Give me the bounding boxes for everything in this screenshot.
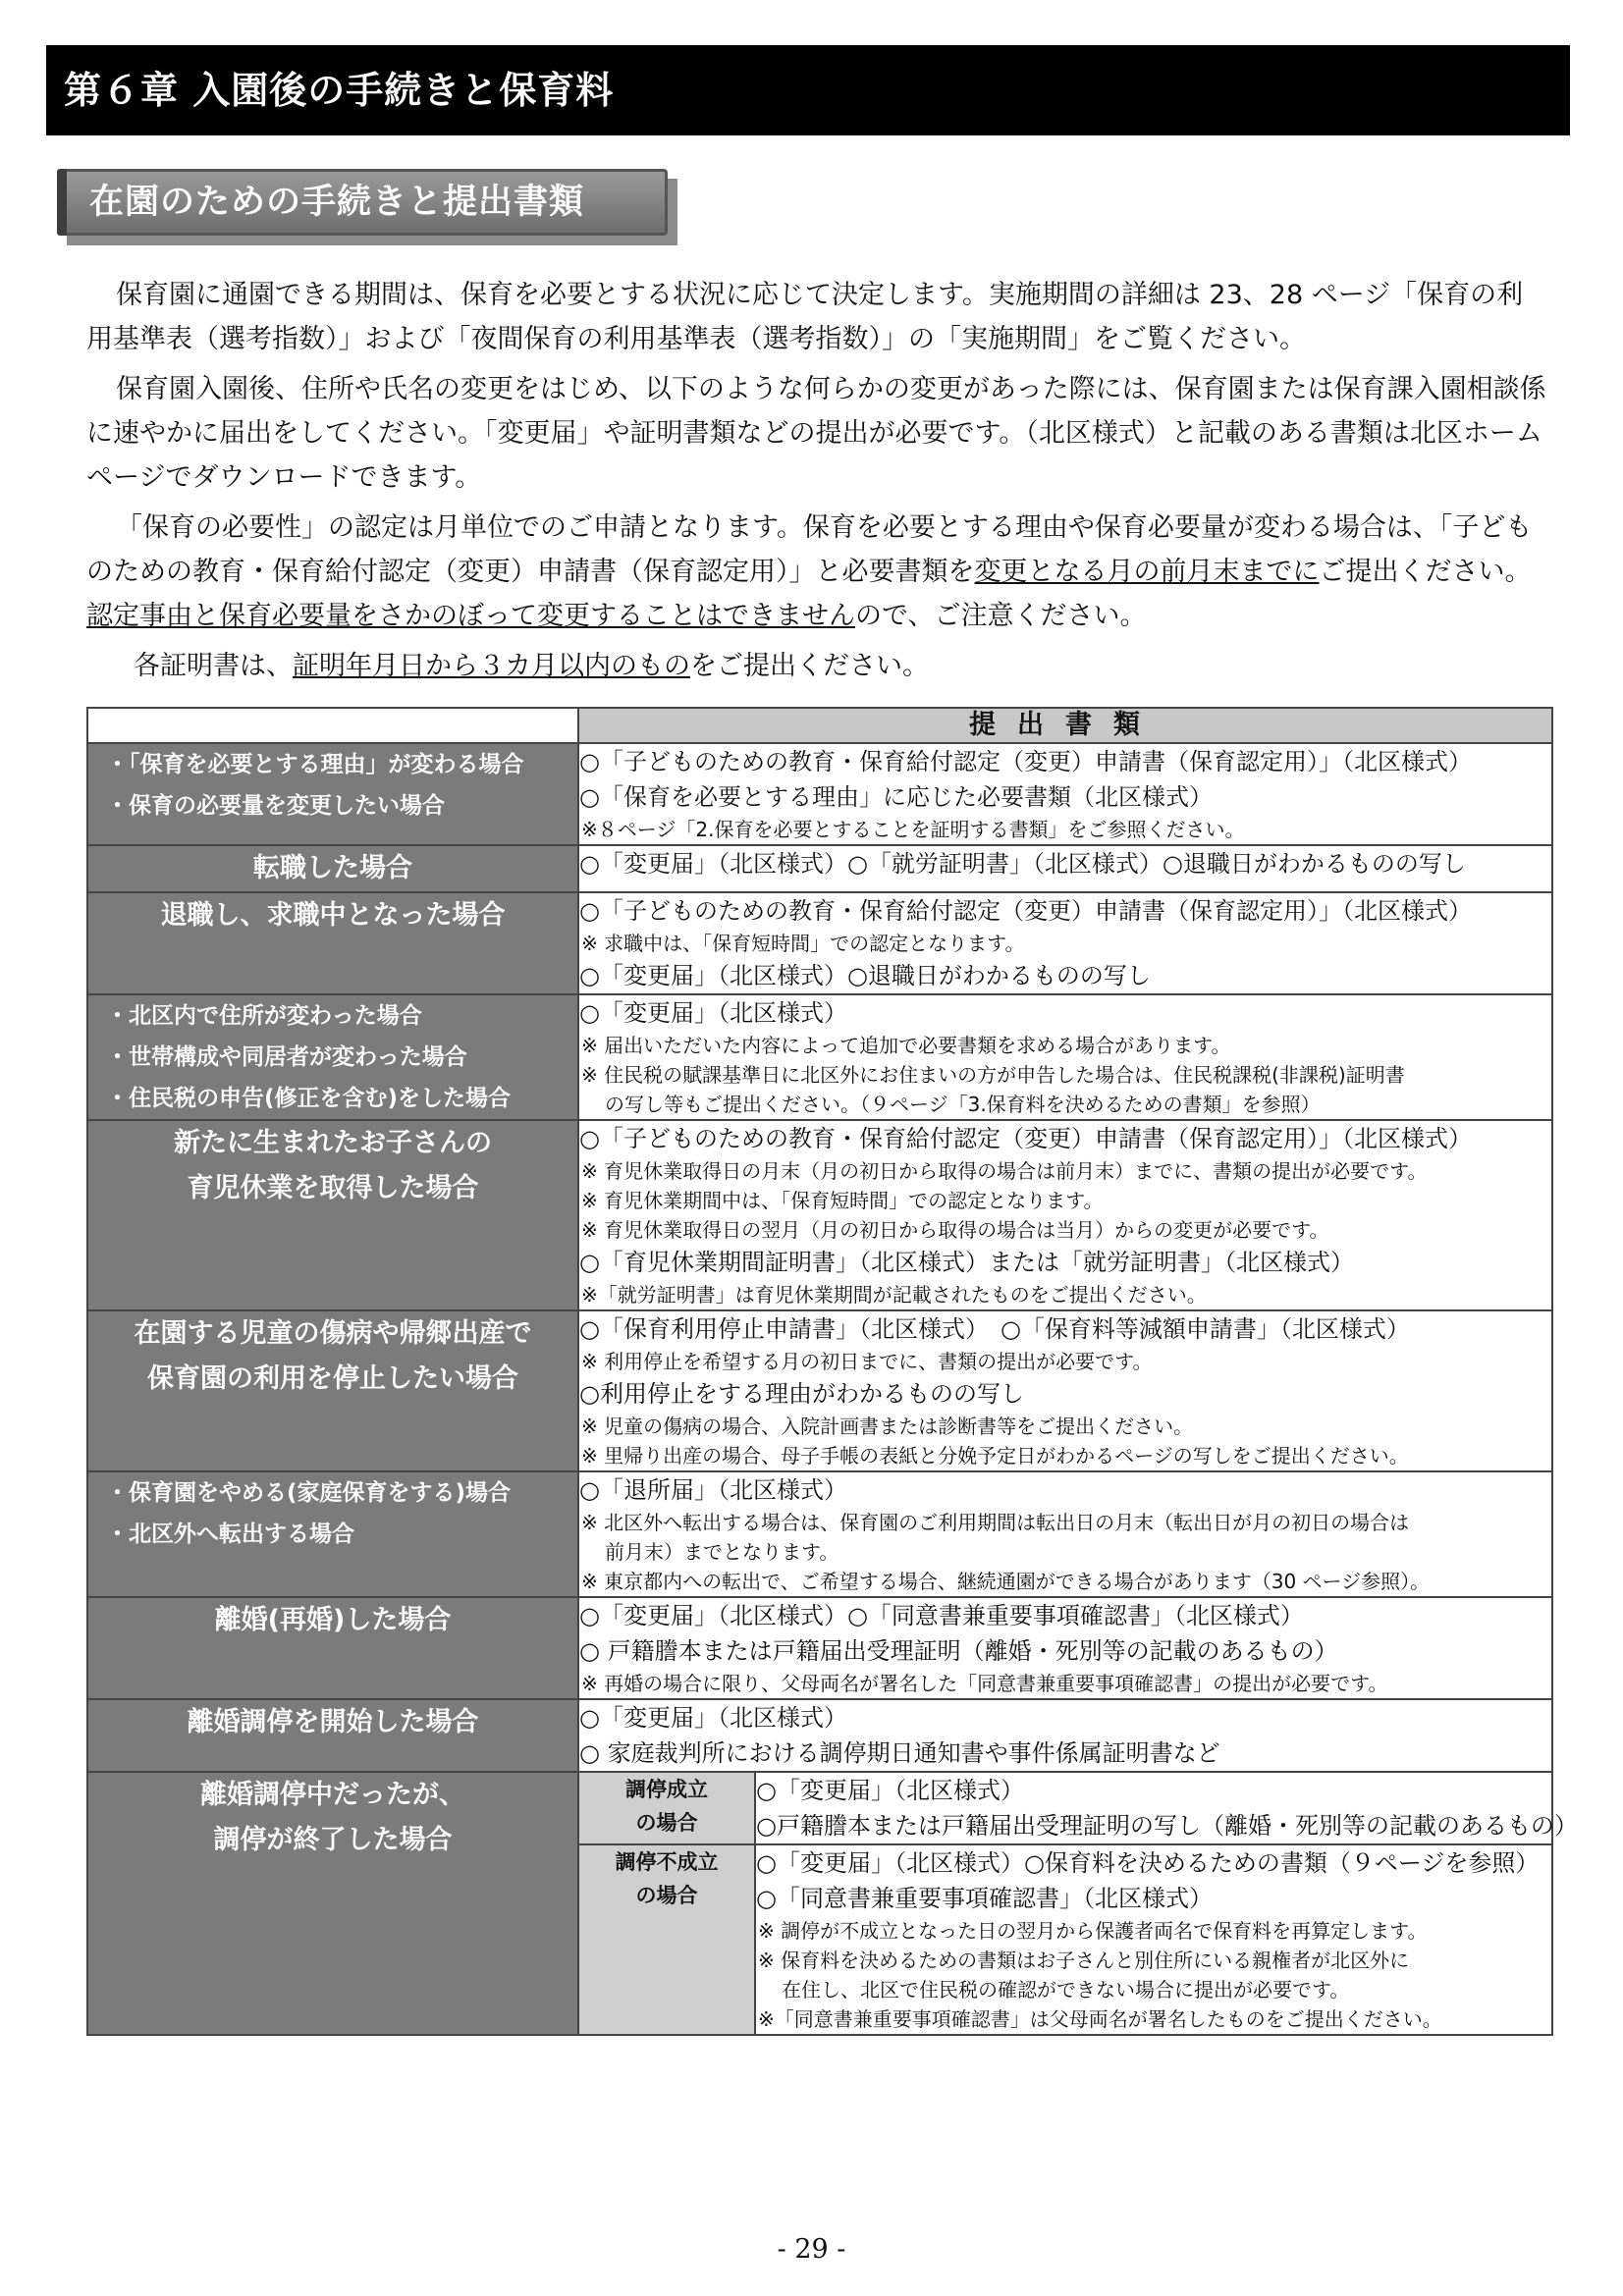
sub-case-label: の場合 xyxy=(635,1811,698,1835)
table-row xyxy=(87,1597,1552,1699)
documents-cell xyxy=(578,892,1552,994)
note-item: ※ 届出いただいた内容によって追加で必要書類を求める場合があります。 xyxy=(581,1034,1231,1057)
document-item: ○「変更届」（北区様式）○「就労証明書」（北区様式）○退職日がわかるものの写し xyxy=(579,850,1466,878)
document-item: ○ 家庭裁判所における調停期日通知書や事件係属証明書など xyxy=(579,1739,1220,1767)
documents-cell xyxy=(578,1597,1552,1699)
case-label: ・保育園をやめる(家庭保育をする)場合 xyxy=(106,1480,512,1506)
note-item: ※ 育児休業期間中は、「保育短時間」での認定となります。 xyxy=(581,1189,1104,1212)
case-label: 保育園の利用を停止したい場合 xyxy=(147,1363,518,1394)
case-label: 新たに生まれたお子さんの xyxy=(174,1128,492,1158)
note-item: ※ 北区外へ転出する場合は、保育園のご利用期間は転出日の月末（転出日が月の初日の場合は xyxy=(581,1511,1410,1534)
table-row xyxy=(87,743,1552,845)
note-item: ※ 調停が不成立となった日の翌月から保護者両名で保育料を再算定します。 xyxy=(758,1919,1428,1943)
intro-p3-b: ご提出ください。 xyxy=(1319,557,1532,587)
intro-paragraph-4 xyxy=(86,644,1549,688)
case-cell xyxy=(87,1120,578,1310)
case-cell xyxy=(87,1597,578,1699)
sub-case-label: の場合 xyxy=(635,1884,698,1907)
case-cell xyxy=(87,743,578,845)
document-item: ○「子どものための教育・保育給付認定（変更）申請書（保育認定用）」（北区様式） xyxy=(579,1125,1472,1152)
note-item: ※ 求職中は、「保育短時間」での認定となります。 xyxy=(581,932,1025,955)
documents-cell xyxy=(755,1772,1578,1844)
document-item: ○「育児休業期間証明書」（北区様式）または「就労証明書」（北区様式） xyxy=(579,1249,1354,1276)
table-row xyxy=(87,1120,1552,1310)
document-item: ○「変更届」（北区様式） xyxy=(579,999,847,1027)
intro-p3-c: ので、ご注意ください。 xyxy=(855,601,1147,631)
case-label: ・世帯構成や同居者が変わった場合 xyxy=(106,1044,467,1070)
case-cell xyxy=(87,1471,578,1597)
intro-p4-a: 各証明書は、 xyxy=(134,651,293,681)
table-row xyxy=(87,1471,1552,1597)
case-cell xyxy=(87,845,578,892)
document-item: ○利用停止をする理由がわかるものの写し xyxy=(579,1380,1024,1408)
case-label: ・保育の必要量を変更したい場合 xyxy=(106,793,445,819)
table-header-row xyxy=(87,708,1552,743)
document-item: ○「子どものための教育・保育給付認定（変更）申請書（保育認定用）」（北区様式） xyxy=(579,897,1472,925)
note-item: ※ 再婚の場合に限り、父母両名が署名した「同意書兼重要事項確認書」の提出が必要です。 xyxy=(581,1672,1388,1695)
case-cell xyxy=(87,994,578,1120)
note-item: の写し等もご提出ください。（９ページ「3.保育料を決めるための書類」を参照） xyxy=(605,1093,1321,1116)
documents-cell xyxy=(578,1120,1552,1310)
case-label: ・住民税の申告(修正を含む)をした場合 xyxy=(106,1086,512,1111)
case-label: ・北区外へ転出する場合 xyxy=(106,1522,354,1547)
note-item: ※ 児童の傷病の場合、入院計画書または診断書等をご提出ください。 xyxy=(581,1415,1194,1438)
document-item: ○「変更届」（北区様式）○退職日がわかるものの写し xyxy=(579,962,1151,989)
documents-cell xyxy=(578,845,1552,892)
documents-cell xyxy=(578,743,1552,845)
intro-p4-validity: 証明年月日から３カ月以内のもの xyxy=(293,651,690,681)
page-number: - 29 - xyxy=(777,2234,846,2265)
document-item: ○「退所届」（北区様式） xyxy=(579,1476,847,1504)
documents-cell xyxy=(578,1310,1552,1471)
case-cell xyxy=(87,1699,578,1772)
case-label: 離婚(再婚)した場合 xyxy=(214,1605,452,1635)
table-row xyxy=(87,1699,1552,1772)
case-cell xyxy=(87,1772,578,2035)
sub-case-label: 調停不成立 xyxy=(615,1850,719,1874)
intro-text xyxy=(86,273,1549,694)
document-item: ○「変更届」（北区様式）○保育料を決めるための書類（９ページを参照） xyxy=(756,1849,1540,1877)
table-row xyxy=(87,994,1552,1120)
note-item: ※ 保育料を決めるための書類はお子さんと別住所にいる親権者が北区外に xyxy=(758,1949,1410,1972)
note-item: ※ 利用停止を希望する月の初日までに、書類の提出が必要です。 xyxy=(581,1350,1153,1373)
intro-paragraph-2: 保育園入園後、住所や氏名の変更をはじめ、以下のような何らかの変更があった際には、保育園または保育課入園相談係に速やかに届出をしてください。「変更届」や証明書類などの提出が必要です。（北区様式）と記載のある書類は北区ホームページでダウンロードできます。 xyxy=(86,374,1546,493)
case-label: 育児休業を取得した場合 xyxy=(187,1173,479,1203)
document-item: ○ 戸籍謄本または戸籍届出受理証明（離婚・死別等の記載のあるもの） xyxy=(579,1637,1338,1665)
intro-p3-deadline: 変更となる月の前月末までに xyxy=(974,557,1320,587)
note-item: ※ 育児休業取得日の月末（月の初日から取得の場合は前月末）までに、書類の提出が必要です。 xyxy=(581,1159,1428,1183)
case-label: ・北区内で住所が変わった場合 xyxy=(106,1003,422,1029)
document-item: ○「変更届」（北区様式） xyxy=(756,1777,1024,1804)
intro-p3-warning: 認定事由と保育必要量をさかのぼって変更することはできません xyxy=(86,601,855,631)
case-cell xyxy=(87,892,578,994)
documents-cell xyxy=(755,1844,1552,2035)
document-item: ○戸籍謄本または戸籍届出受理証明の写し（離婚・死別等の記載のあるもの） xyxy=(756,1812,1578,1840)
case-label: 退職し、求職中となった場合 xyxy=(160,900,506,931)
intro-p3-a: 「保育の必要性」の認定は月単位でのご申請となります。保育を必要とする理由や保育必要量が変わる場合は、「子どものための教育・保育給付認定（変更）申請書（保育認定用）」と必要書類を xyxy=(86,512,1533,587)
section-title: 在園のための手続きと提出書類 xyxy=(57,169,668,236)
sub-case-cell xyxy=(578,1844,755,2035)
case-label: 離婚調停を開始した場合 xyxy=(187,1707,479,1737)
table-header: 提出書類 xyxy=(578,708,1552,743)
documents-cell xyxy=(578,1471,1552,1597)
table-row xyxy=(87,1310,1552,1471)
case-label: 在園する児童の傷病や帰郷出産で xyxy=(134,1318,532,1349)
sub-case-cell xyxy=(578,1772,755,1844)
document-item: ○「保育利用停止申請書」（北区様式） ○「保育料等減額申請書」（北区様式） xyxy=(579,1315,1410,1343)
sub-case-label: 調停成立 xyxy=(625,1778,708,1801)
note-item: 在住し、北区で住民税の確認ができない場合に提出が必要です。 xyxy=(782,1978,1350,2002)
table-row xyxy=(87,845,1552,892)
document-item: ○「保育を必要とする理由」に応じた必要書類（北区様式） xyxy=(579,783,1213,811)
intro-paragraph-3 xyxy=(86,506,1549,638)
document-item: ○「変更届」（北区様式） xyxy=(579,1704,847,1732)
intro-p4-b: をご提出ください。 xyxy=(690,651,929,681)
note-item: 前月末）までとなります。 xyxy=(605,1540,839,1564)
chapter-title: 第６章 入園後の手続きと保育料 xyxy=(46,45,1570,135)
case-label: ・「保育を必要とする理由」が変わる場合 xyxy=(106,752,524,777)
document-item: ○「同意書兼重要事項確認書」（北区様式） xyxy=(756,1885,1213,1912)
header-blank-cell xyxy=(87,708,578,743)
note-item: ※ 住民税の賦課基準日に北区外にお住まいの方が申告した場合は、住民税課税(非課税)証明書 xyxy=(581,1063,1405,1087)
documents-cell xyxy=(578,1699,1552,1772)
case-label: 調停が終了した場合 xyxy=(213,1825,453,1855)
table-row xyxy=(87,892,1552,994)
note-item: ※「就労証明書」は育児休業期間が記載されたものをご提出ください。 xyxy=(581,1283,1207,1307)
case-cell xyxy=(87,1310,578,1471)
intro-paragraph-1: 保育園に通園できる期間は、保育を必要とする状況に応じて決定します。実施期間の詳細は 23、28 ページ「保育の利用基準表（選考指数）」および「夜間保育の利用基準表（選考指数）」の「実施期間」をご覧ください。 xyxy=(86,280,1524,354)
case-label: 離婚調停中だったが、 xyxy=(200,1780,465,1810)
case-label: 転職した場合 xyxy=(253,853,412,883)
note-item: ※ 育児休業取得日の翌月（月の初日から取得の場合は当月）からの変更が必要です。 xyxy=(581,1218,1329,1242)
document-item: ○「変更届」（北区様式）○「同意書兼重要事項確認書」（北区様式） xyxy=(579,1602,1304,1629)
section-heading xyxy=(57,169,677,245)
documents-table xyxy=(86,707,1578,2036)
note-item: ※８ページ「2.保育を必要とすることを証明する書類」をご参照ください。 xyxy=(581,818,1245,841)
document-item: ○「子どものための教育・保育給付認定（変更）申請書（保育認定用）」（北区様式） xyxy=(579,748,1472,775)
note-item: ※ 東京都内への転出で、ご希望する場合、継続通園ができる場合があります（30 ページ参照）。 xyxy=(581,1570,1431,1593)
note-item: ※「同意書兼重要事項確認書」は父母両名が署名したものをご提出ください。 xyxy=(758,2007,1442,2031)
note-item: ※ 里帰り出産の場合、母子手帳の表紙と分娩予定日がわかるページの写しをご提出ください。 xyxy=(581,1444,1409,1468)
table-row xyxy=(87,1772,1552,1844)
documents-cell xyxy=(578,994,1552,1120)
